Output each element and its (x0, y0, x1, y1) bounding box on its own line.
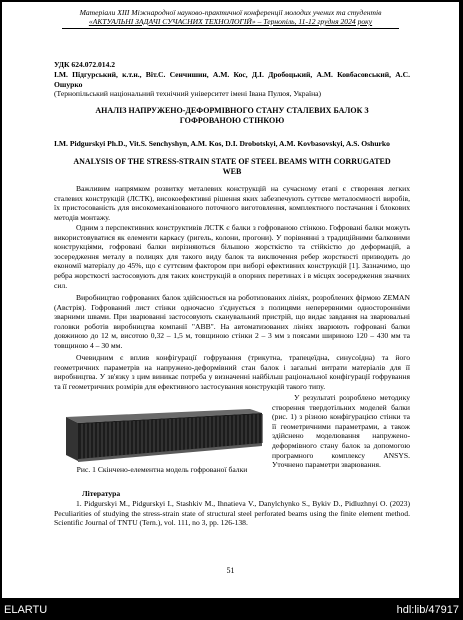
paper-page (2, 2, 459, 598)
paragraph-3: Виробництво гофрованих балок здійснюється на роботизованих лініях, розроблених фірмою ZEMAN (Австрія). Гофрований лист стінки одночасно з'єднується з полицями неперервними односторонніми зварними швами. При зварюванні застосовують сканувальний пристрій, що видає завдання на зварювальні головки роботів виробництва компанії "ABB". На автоматизованих лініях зварюють гофровані балки довжиною до 12 м, висотою 0,32 – 1,5 м, товщиною стінки 2 – 3 мм з поясами шириною 120 – 430 мм та товщиною 4 – 30 мм. (54, 293, 410, 350)
footer-repository: ELARTU (4, 604, 48, 616)
udc-code: УДК 624.072.014.2 (54, 60, 116, 69)
authors-en: I.M. Pidgurskyi Ph.D., Vit.S. Senchyshyn, A.M. Kos, D.I. Drobotskyi, A.M. Kovbasovskyi, A.S. Oshurko (54, 139, 390, 148)
paragraph-1: Важливим напрямком розвитку металевих конструкцій на сучасному етапі є створення легких сталевих конструкцій (ЛСТК), високоефективні рішення яких забезпечують суттєве металоємності виробів, їх пристосованість для високомеханізованого поточного виготовлення, комплектного постачання і блокових методів монтажу. (54, 184, 410, 222)
authors-ua: І.М. Підгурський, к.т.н., Віт.С. Сенчишин, А.М. Кос, Д.І. Дробоцький, А.М. Ковбасовський, А.С. Ошурко (54, 70, 410, 89)
paragraph-4: Очевидним є вплив конфігурації гофрування (трикутна, трапецеїдна, синусоїдна) та його геометричних параметрів на напружено-деформівний стан балок і загальні витрати матеріалів для її виробництва. У зв'язку з цим виникає потреба у визначенні найбільш раціональної конфігурації гофрування та її геометричних розмірів для ефективного застосування конструкцій такого типу. (54, 353, 410, 391)
title-en: ANALYSIS OF THE STRESS-STRAIN STATE OF STEEL BEAMS WITH CORRUGATED WEB (73, 157, 391, 176)
paragraph-2: Одним з перспективних конструктивів ЛСТК є балки з гофрованою стінкою. Гофровані балки можуть використовуватися як елементи каркасу (ригель, колони, прогони). У порівнянні з традиційними балковими конструкціями, гофровані балки вирізняються більшою жорсткістю та стійкістю до деформацій, а зосередження металу в полицях для такого виду балок та виключення ребер жорсткості призводить до економії матеріалу до 45%, що є суттєвим фактором при виборі ефективних конструкцій [1]. Зазначимо, що ребра жорсткості застосовують для таких конструкцій в опорних перетинах і в місцях зосередження значних сил. (54, 223, 410, 290)
footer-handle: hdl:lib/47917 (396, 604, 459, 616)
references-heading: Література (82, 489, 121, 498)
beam-end (66, 417, 78, 461)
beam-figure (62, 407, 265, 463)
reference-1: 1. Pidgurskyi M., Pidgurskyi I., Stashkiv M., Ihnatieva V., Danylchynko S., Bykiv D., Pidluzhnyi O. (2023) Peculiarities of studying the stress-strain state of structural steel perforated beams using the finite element method. Scientific Journal of TNTU (Tern.), vol. 111, no 3, pp. 126-138. (54, 499, 410, 528)
header-line-2: «АКТУАЛЬНІ ЗАДАЧІ СУЧАСНИХ ТЕХНОЛОГІЙ» – Тернопіль, 11-12 грудня 2024 року (88, 17, 373, 26)
header-rule (62, 28, 399, 29)
affiliation-ua: (Тернопільський національний технічний університет імені Івана Пулюя, Україна) (54, 89, 322, 98)
beam-model-image (62, 407, 265, 463)
title-ua: АНАЛІЗ НАПРУЖЕНО-ДЕФОРМІВНОГО СТАНУ СТАЛЕВИХ БАЛОК З ГОФРОВАНОЮ СТІНКОЮ (95, 106, 369, 125)
repository-footer (0, 600, 463, 620)
conference-header (2, 8, 459, 26)
header-line-1: Матеріали XIII Міжнародної науково-практичної конференції молодих учених та студентів (79, 8, 382, 17)
side-paragraph: У результаті розроблено методику створення твердотільних моделей балки (рис. 1) з різною конфігурацією стінки та її геометричними параметрами, а також здійснено моделювання напружено-деформівного стану балок за допомогою програмного комплексу ANSYS. Уточнено параметри зварювання. (272, 393, 410, 470)
figure-caption: Рис. 1 Скінчено-елементна модель гофрованої балки (76, 465, 248, 474)
page-number: 51 (226, 566, 235, 575)
